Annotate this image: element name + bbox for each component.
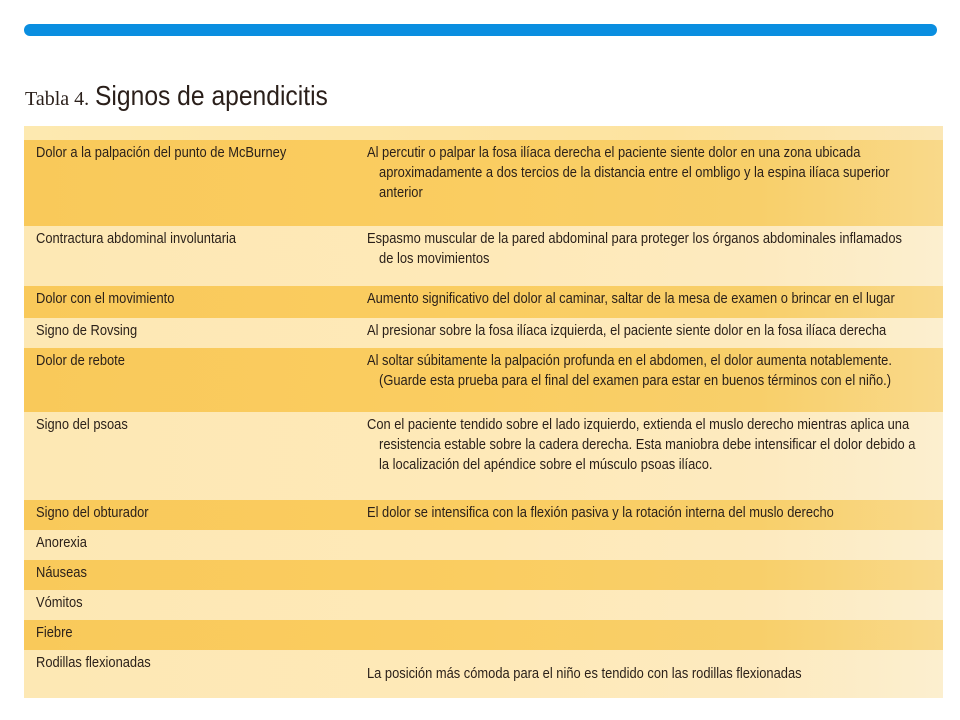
description-cell: Aumento significativo del dolor al caminar, saltar de la mesa de examen o brincar en el lugar <box>367 290 895 307</box>
table-row <box>24 620 943 650</box>
description-cell: Con el paciente tendido sobre el lado izquierdo, extienda el muslo derecho mientras aplica una resistencia estable sobre la cadera derecha. Esta maniobra debe intensificar el dolor debido a la localización del apéndice sobre el músculo psoas ilíaco. <box>367 416 916 473</box>
sign-cell: Fiebre <box>36 624 73 641</box>
top-accent-bar <box>24 24 937 36</box>
description-cell: La posición más cómoda para el niño es tendido con las rodillas flexionadas <box>367 665 802 682</box>
table-row <box>24 226 943 286</box>
sign-cell: Rodillas flexionadas <box>36 654 151 671</box>
description-cell: Al soltar súbitamente la palpación profunda en el abdomen, el dolor aumenta notablemente. (Guarde esta prueba para el final del examen para estar en buenos términos con el niño.) <box>367 352 892 389</box>
table-row <box>24 412 943 500</box>
table-row <box>24 348 943 412</box>
description-cell: El dolor se intensifica con la flexión pasiva y la rotación interna del muslo derecho <box>367 504 834 521</box>
description-cell: Al presionar sobre la fosa ilíaca izquierda, el paciente siente dolor en la fosa ilíaca derecha <box>367 322 887 339</box>
table-row <box>24 318 943 348</box>
sign-cell: Signo del obturador <box>36 504 149 521</box>
sign-cell: Dolor con el movimiento <box>36 290 175 307</box>
sign-cell: Signo del psoas <box>36 416 128 433</box>
table-row <box>24 286 943 318</box>
sign-cell: Vómitos <box>36 594 83 611</box>
signs-table <box>24 126 943 698</box>
table-heading: Signos de apendicitis <box>95 80 329 111</box>
table-row <box>24 140 943 226</box>
sign-cell: Dolor de rebote <box>36 352 125 369</box>
table-row <box>24 500 943 530</box>
table-row <box>24 530 943 560</box>
table-title <box>25 80 360 120</box>
table-row <box>24 560 943 590</box>
table-row <box>24 650 943 698</box>
sign-cell: Náuseas <box>36 564 87 581</box>
table-row <box>24 590 943 620</box>
sign-cell: Dolor a la palpación del punto de McBurney <box>36 144 287 161</box>
description-cell: Al percutir o palpar la fosa ilíaca derecha el paciente siente dolor en una zona ubicada aproximadamente a dos tercios de la distancia entre el ombligo y la espina ilíaca superior anterior <box>367 144 890 201</box>
table-number: Tabla 4. <box>25 88 90 110</box>
sign-cell: Signo de Rovsing <box>36 322 138 339</box>
sign-cell: Anorexia <box>36 534 87 551</box>
sign-cell: Contractura abdominal involuntaria <box>36 230 237 247</box>
description-cell: Espasmo muscular de la pared abdominal para proteger los órganos abdominales inflamados de los movimientos <box>367 230 902 267</box>
